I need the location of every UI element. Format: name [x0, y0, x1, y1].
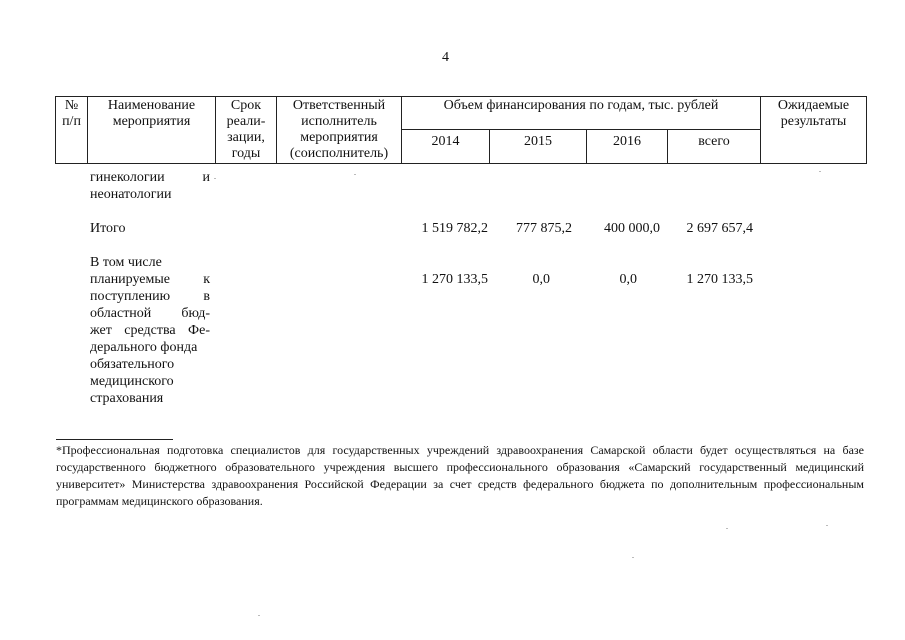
scan-speck	[819, 171, 821, 172]
total-2014: 1 519 782,2	[421, 221, 488, 236]
incl-2016: 0,0	[619, 272, 637, 287]
total-label: Итого	[90, 221, 126, 236]
scan-speck	[826, 525, 828, 526]
header-col-term-line1: Срок	[230, 98, 262, 113]
header-col-result-line1: Ожидаемые	[777, 98, 850, 113]
scan-speck	[214, 178, 216, 179]
header-year-2015: 2015	[524, 134, 552, 149]
incl-label	[90, 254, 215, 407]
years-divider	[401, 129, 760, 130]
incl-line-8: страхования	[90, 391, 164, 406]
header-col-term-line3: зации,	[227, 130, 265, 145]
incl-line-3: областной бюд-	[90, 306, 210, 321]
header-col-result-line2: результаты	[780, 114, 847, 129]
incl-line-1: планируемые к	[90, 272, 210, 287]
table-header	[55, 96, 867, 164]
header-col-term-line2: реали-	[226, 114, 266, 129]
cont-line2: неонатологии	[90, 187, 172, 202]
scan-speck	[726, 528, 728, 529]
header-year-2016: 2016	[613, 134, 641, 149]
header-col-num	[56, 98, 87, 130]
scan-speck	[354, 174, 356, 175]
incl-line-2: поступлению в	[90, 289, 210, 304]
header-col-num-line2: п/п	[62, 114, 81, 129]
header-year-total: всего	[698, 134, 730, 149]
header-col-num-line1: №	[64, 98, 79, 113]
total-2016: 400 000,0	[604, 221, 660, 236]
total-all: 2 697 657,4	[686, 221, 753, 236]
scan-speck	[632, 557, 634, 558]
header-col-funding: Объем финансирования по годам, тыс. рублей	[443, 98, 719, 113]
footnote-rule	[56, 439, 173, 440]
incl-line-0: В том числе	[90, 255, 162, 270]
header-bottom-border	[55, 163, 867, 164]
header-col-term	[216, 98, 276, 162]
header-col-name	[88, 98, 215, 130]
cont-line1-word: гинекологии	[90, 170, 165, 185]
incl-all: 1 270 133,5	[686, 272, 753, 287]
incl-line-6: обязательного	[90, 357, 175, 372]
scan-speck	[258, 615, 260, 616]
header-col-name-line2: мероприятия	[112, 114, 191, 129]
header-year-2014: 2014	[431, 134, 460, 149]
cont-line1	[90, 169, 210, 186]
header-col-term-line4: годы	[231, 146, 261, 161]
total-2015: 777 875,2	[516, 221, 572, 236]
incl-line-5: дерального фонда	[90, 340, 198, 355]
incl-line-4: жет средства Фе-	[90, 323, 210, 338]
incl-2015: 0,0	[532, 272, 550, 287]
header-top-border	[55, 96, 867, 97]
header-col-exec-line1: Ответственный	[292, 98, 386, 113]
page-number: 4	[442, 50, 449, 65]
footnote: *Профессиональная подготовка специалистов для государственных учреждений здравоохранения Самарской области будет осуществляться на базе государственного бюджетного образовательного учреждения высшего профессионального образования «Самарский государственный медицинский университет» Министерства здравоохранения Российской Федерации за счет средств федерального бюджета по дополнительным профессиональным программам медицинского образования.	[56, 443, 864, 508]
cont-line1-conj: и	[202, 170, 210, 185]
header-col-result	[761, 98, 866, 130]
header-col-exec-line3: мероприятия	[300, 130, 378, 145]
incl-line-7: медицинского	[90, 374, 174, 389]
incl-2014: 1 270 133,5	[421, 272, 488, 287]
header-col-exec-line2: исполнитель	[301, 114, 377, 129]
header-col-name-line1: Наименование	[107, 98, 196, 113]
header-col-exec-line4: (соисполнитель)	[289, 146, 389, 161]
header-col-exec	[277, 98, 401, 162]
col-border-9	[866, 96, 867, 164]
